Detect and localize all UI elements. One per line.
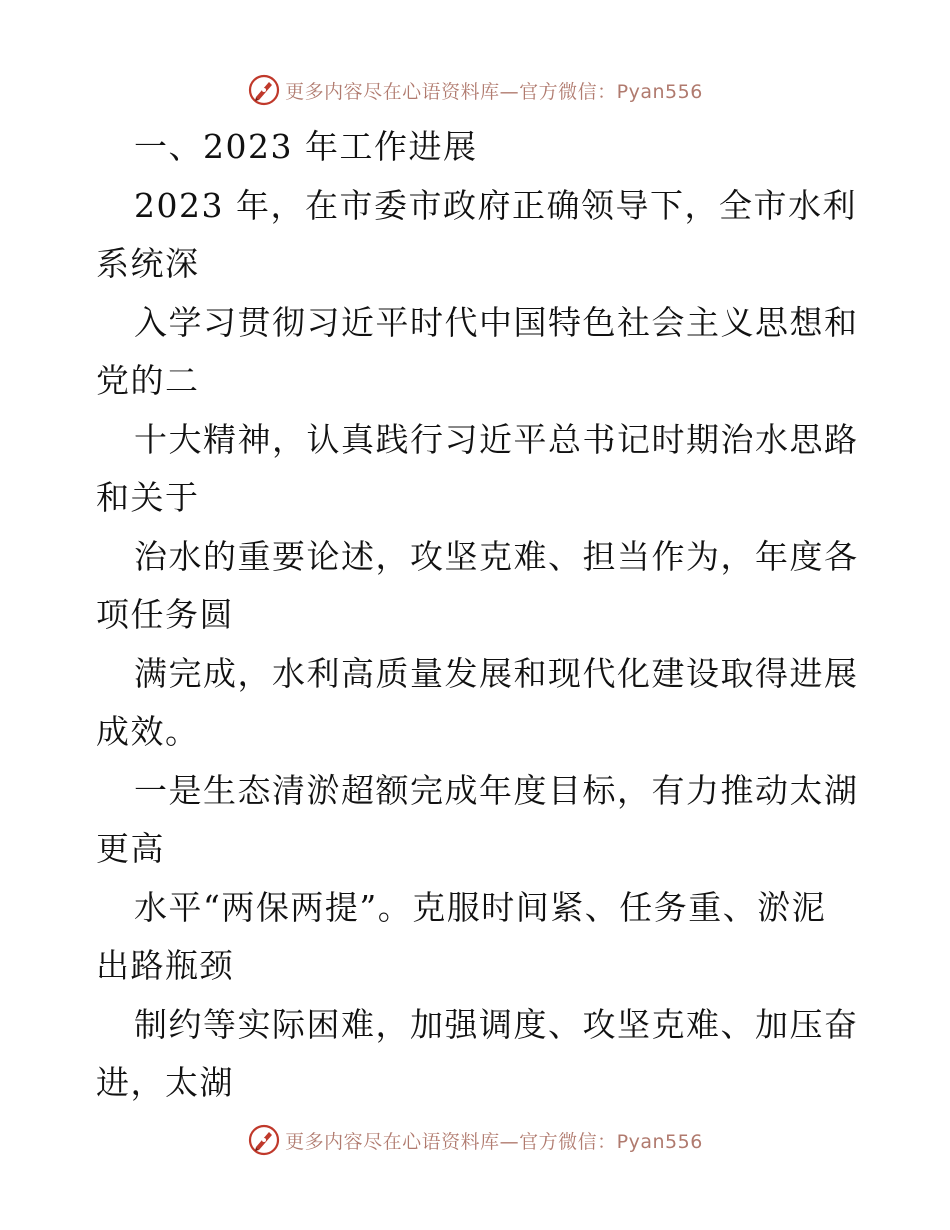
pen-logo-icon xyxy=(247,1123,281,1157)
text-line: 制约等实际困难，加强调度、攻坚克难、加压奋 xyxy=(134,1004,859,1044)
document-body xyxy=(96,118,859,1113)
text-line: 一、2023 年工作进展 xyxy=(134,127,478,166)
text-line: 党的二 xyxy=(96,361,200,400)
text-line: 一是生态清淤超额完成年度目标，有力推动太湖 xyxy=(134,770,859,810)
text-line: 项任务圆 xyxy=(96,595,234,634)
watermark-header xyxy=(0,70,950,110)
text-line: 2023 年，在市委市政府正确领导下，全市水利 xyxy=(134,185,857,225)
watermark-text: 更多内容尽在心语资料库—官方微信：Pyan556 xyxy=(285,1130,703,1153)
text-line: 水平“两保两提”。克服时间紧、任务重、淤泥 xyxy=(134,887,827,927)
text-line: 和关于 xyxy=(96,478,200,517)
text-line: 十大精神，认真践行习近平总书记时期治水思路 xyxy=(134,419,859,459)
text-line: 进，太湖 xyxy=(96,1063,234,1102)
text-line: 出路瓶颈 xyxy=(96,946,234,985)
watermark-text: 更多内容尽在心语资料库—官方微信：Pyan556 xyxy=(285,80,703,103)
text-line: 入学习贯彻习近平时代中国特色社会主义思想和 xyxy=(134,302,859,342)
text-line: 满完成，水利高质量发展和现代化建设取得进展 xyxy=(134,653,859,693)
text-line: 系统深 xyxy=(96,244,200,283)
text-line: 治水的重要论述，攻坚克难、担当作为，年度各 xyxy=(134,536,859,576)
text-line: 更高 xyxy=(96,829,165,868)
text-line: 成效。 xyxy=(96,712,200,751)
pen-logo-icon xyxy=(247,73,281,107)
watermark-footer xyxy=(0,1120,950,1160)
